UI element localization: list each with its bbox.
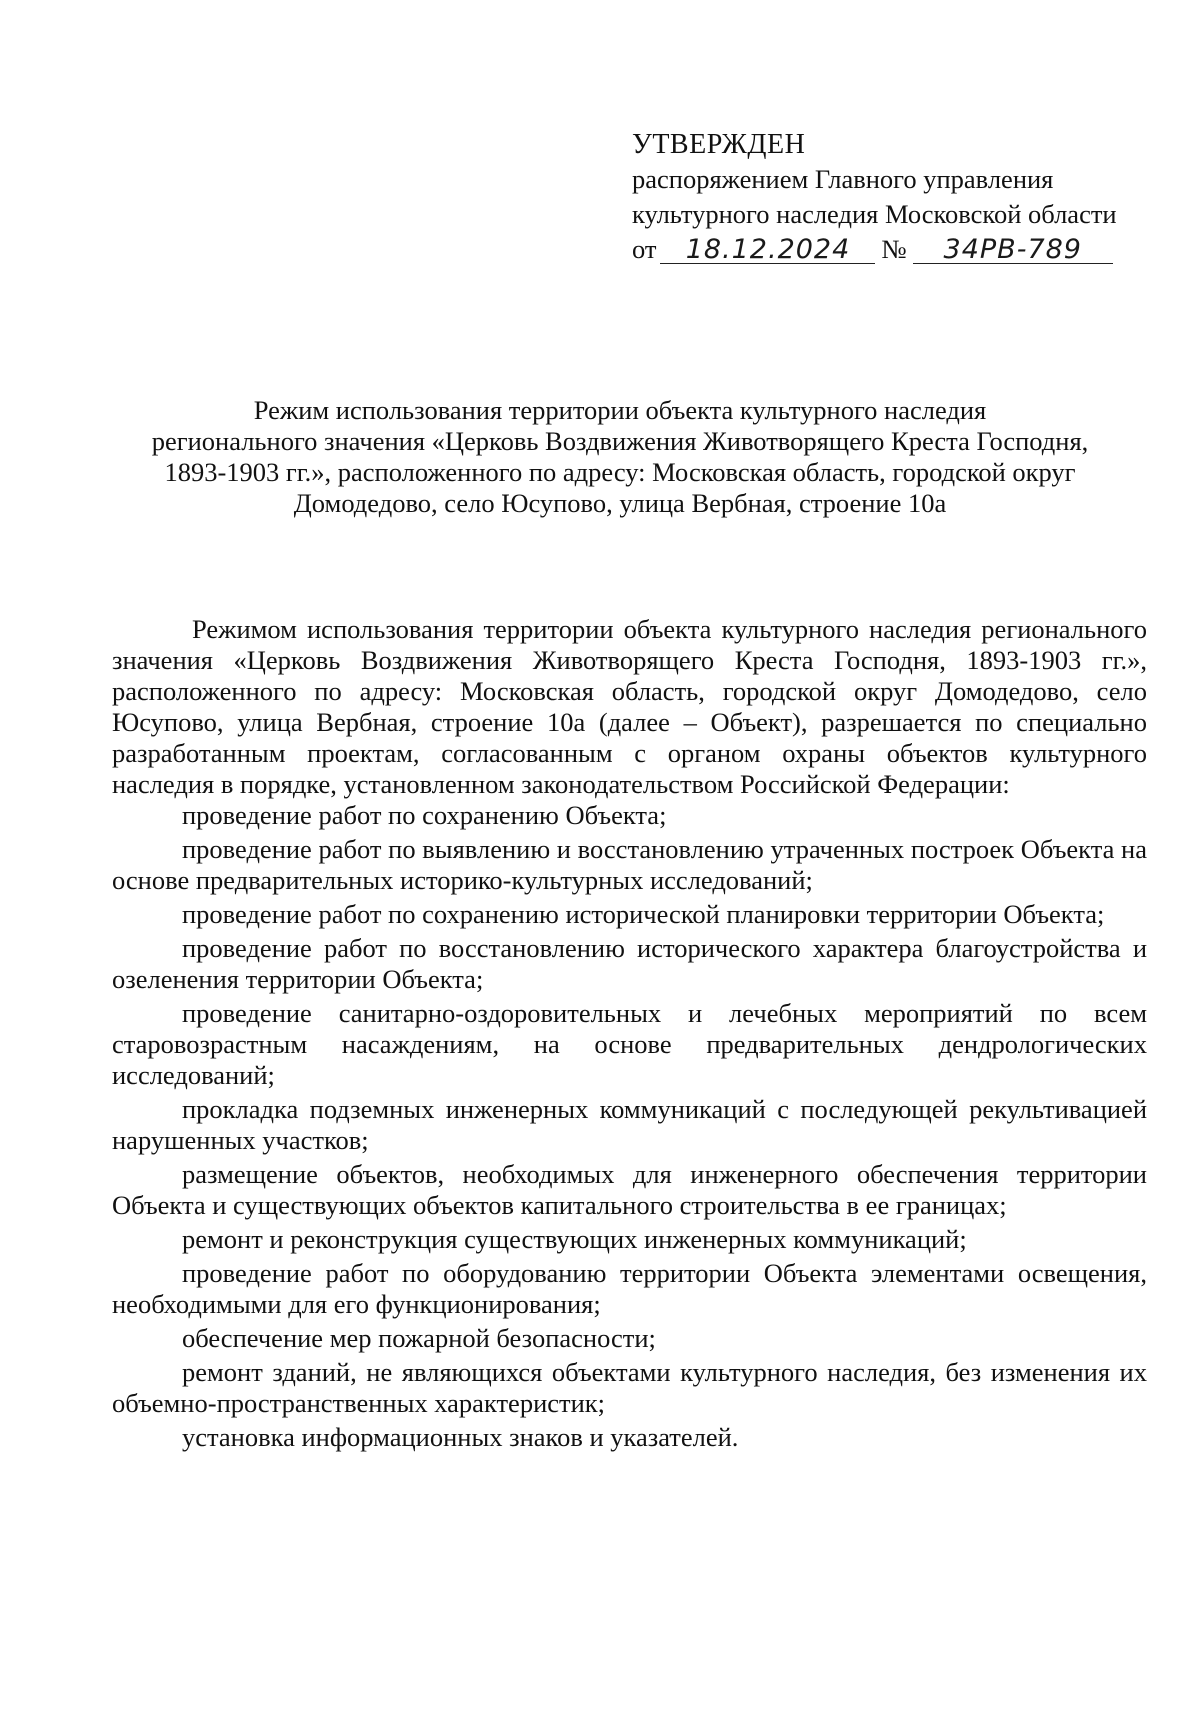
permitted-work-item: обеспечение мер пожарной безопасности; — [182, 1323, 656, 1353]
permitted-work-item: проведение работ по сохранению исторической планировки территории Объекта; — [182, 899, 1105, 929]
title-line-1: Режим использования территории объекта культурного наследия — [253, 395, 987, 425]
permitted-work-item: проведение работ по оборудованию территории Объекта элементами освещения, необходимыми для его функционирования; — [112, 1258, 1147, 1319]
document-body — [112, 614, 1147, 1456]
title-line-2: регионального значения «Церковь Воздвижения Животворящего Креста Господня, — [151, 426, 1089, 456]
approval-line-2: культурного наследия Московской области — [632, 199, 1117, 229]
permitted-work-item: проведение санитарно-оздоровительных и лечебных мероприятий по всем старовозрастным насаждениям, на основе предварительных дендрологических исследований; — [112, 998, 1147, 1090]
approval-line-1: распоряжением Главного управления — [632, 164, 1054, 194]
permitted-work-item: ремонт зданий, не являющихся объектами культурного наследия, без изменения их объемно-пространственных характеристик; — [112, 1357, 1147, 1418]
approval-stamp-block — [632, 127, 1152, 267]
intro-paragraph: Режимом использования территории объекта культурного наследия регионального значения «Церковь Воздвижения Животворящего Креста Господня, 1893-1903 гг.», расположенного по адресу: Московская область, городской округ Домодедово, село Юсупово, улица Вербная, строение 10а (далее – Объект), разрешается по специально разработанным проектам, согласованным с органом охраны объектов культурного наследия в порядке, установленном законодательством Российской Федерации: — [112, 614, 1147, 799]
permitted-work-item: проведение работ по восстановлению исторического характера благоустройства и озеленения территории Объекта; — [112, 933, 1147, 994]
permitted-work-item: проведение работ по выявлению и восстановлению утраченных построек Объекта на основе предварительных историко-культурных исследований; — [112, 834, 1147, 895]
approval-number-handwritten: 34РВ-789 — [913, 237, 1113, 264]
approval-from-label: от — [632, 234, 657, 264]
title-line-3: 1893-1903 гг.», расположенного по адресу: Московская область, городской округ — [164, 457, 1076, 487]
approval-number-sign: № — [881, 234, 907, 264]
document-title — [120, 395, 1120, 519]
permitted-work-item: прокладка подземных инженерных коммуникаций с последующей рекультивацией нарушенных участков; — [112, 1094, 1147, 1155]
approval-heading: УТВЕРЖДЕН — [632, 129, 806, 160]
permitted-work-item: установка информационных знаков и указателей. — [182, 1422, 739, 1452]
approval-date-number-line — [632, 232, 1152, 267]
approval-date-handwritten: 18.12.2024 — [660, 237, 875, 264]
permitted-works-list — [112, 800, 1147, 1453]
permitted-work-item: ремонт и реконструкция существующих инженерных коммуникаций; — [182, 1224, 967, 1254]
title-line-4: Домодедово, село Юсупово, улица Вербная, строение 10а — [293, 488, 947, 518]
permitted-work-item: проведение работ по сохранению Объекта; — [182, 800, 667, 830]
permitted-work-item: размещение объектов, необходимых для инженерного обеспечения территории Объекта и существующих объектов капитального строительства в ее границах; — [112, 1159, 1147, 1220]
